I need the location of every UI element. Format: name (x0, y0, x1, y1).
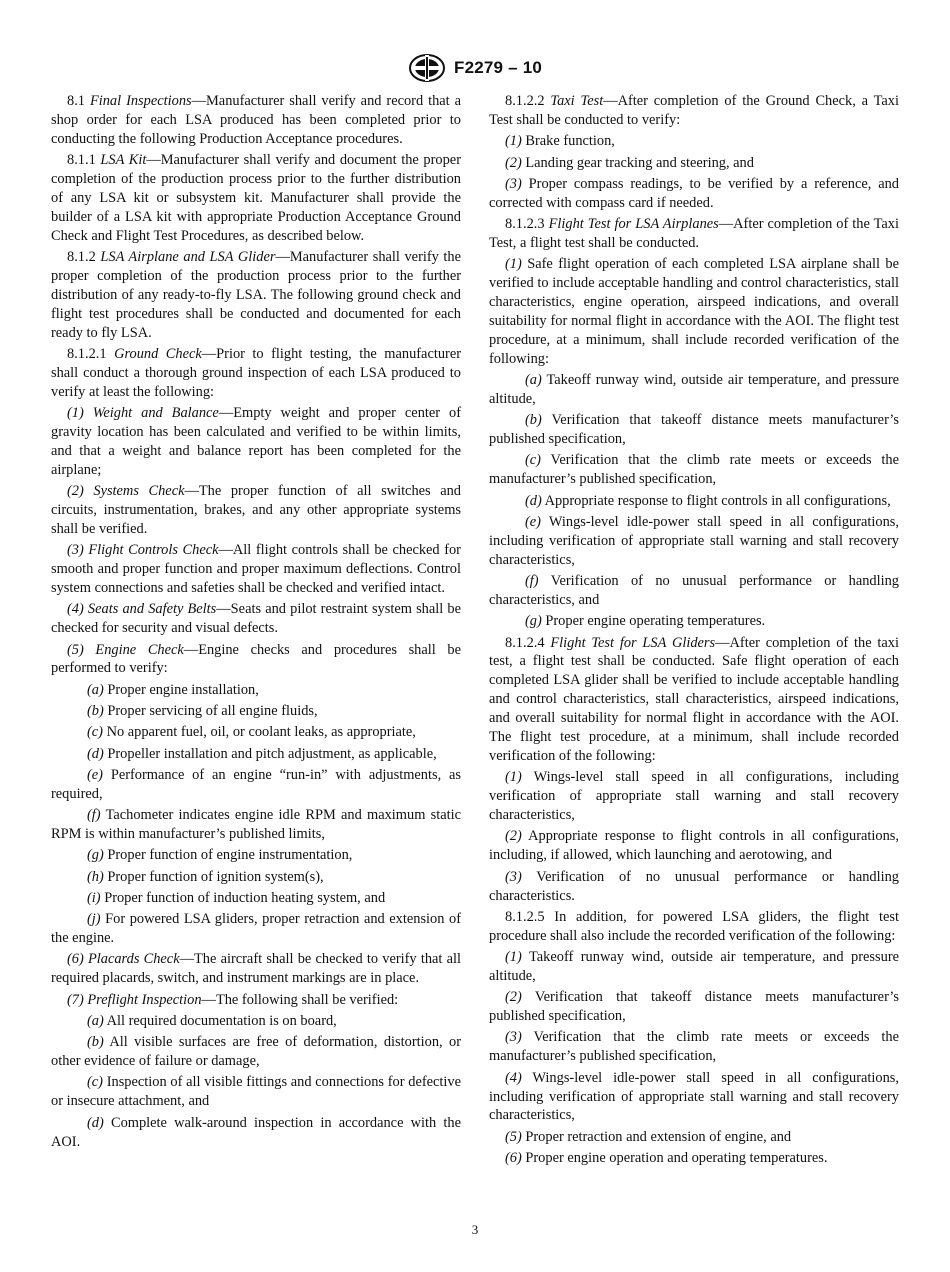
section-heading: (g) (525, 613, 542, 630)
paragraph-text: Verification that the climb rate meets or exceeds the manufacturer’s published specification, (489, 452, 899, 488)
section-heading: (1) (505, 133, 522, 150)
paragraph-text: Takeoff runway wind, outside air temperature, and pressure altitude, (489, 949, 899, 984)
section-heading: (b) (525, 412, 542, 429)
paragraph-text: Proper engine operation and operating temperatures. (521, 1150, 828, 1167)
paragraph (489, 768, 899, 825)
section-heading: (h) (87, 868, 104, 885)
paragraph-text: —Prior to flight testing, the manufacturer shall conduct a thorough ground inspection of each LSA produced to verify at least the following: (51, 345, 461, 400)
section-heading: (b) (87, 703, 104, 719)
section-heading: Final Inspections (89, 93, 192, 109)
paragraph (489, 1069, 899, 1126)
right-column (489, 92, 899, 1168)
paragraph (51, 1073, 461, 1111)
paragraph-text: Appropriate response to flight controls in all configurations, (541, 492, 891, 509)
section-number: 8.1.2.1 (67, 345, 107, 362)
paragraph (489, 1149, 899, 1168)
section-heading: (a) (87, 1012, 104, 1029)
paragraph (51, 404, 461, 480)
section-heading: Flight Test for LSA Airplanes (548, 216, 719, 232)
section-number: 8.1.1 (67, 152, 96, 169)
section-number: 8.1 (67, 93, 85, 109)
paragraph (51, 745, 461, 764)
paragraph-text: Proper engine operating temperatures. (541, 613, 766, 630)
paragraph (51, 1012, 461, 1031)
paragraph (51, 806, 461, 844)
paragraph (489, 215, 899, 253)
paragraph (489, 908, 899, 946)
paragraph-text: No apparent fuel, oil, or coolant leaks, as appropriate, (102, 724, 416, 741)
paragraph-text: Wings-level stall speed in all configurations, including verification of appropriate stall warning and stall recovery characteristics, (489, 769, 899, 824)
section-heading: (4) Seats and Safety Belts (67, 601, 217, 618)
section-heading: (a) (87, 681, 104, 698)
paragraph (51, 889, 461, 908)
paragraph-text: Inspection of all visible fittings and connections for defective or insecure attachment, and (51, 1074, 461, 1110)
paragraph (51, 1114, 461, 1152)
paragraph-text: Proper compass readings, to be verified by a reference, and corrected with compass card if needed. (489, 175, 899, 211)
paragraph-text: Proper function of induction heating system, and (100, 889, 386, 906)
paragraph-text: —The proper function of all switches and circuits, instrumentation, brakes, and any other appropriate systems shall be verified. (51, 483, 461, 537)
paragraph (51, 868, 461, 887)
paragraph-text: Takeoff runway wind, outside air temperature, and pressure altitude, (489, 372, 899, 407)
section-heading: (3) (505, 868, 522, 885)
section-heading: (b) (87, 1034, 104, 1051)
paragraph (51, 702, 461, 721)
paragraph-text: Propeller installation and pitch adjustment, as applicable, (103, 745, 437, 762)
paragraph (51, 1033, 461, 1071)
paragraph (489, 371, 899, 409)
paragraph (51, 846, 461, 865)
paragraph (489, 868, 899, 906)
paragraph-text: —Manufacturer shall verify and document the proper completion of the production process prior to the further distribution of any LSA kit or subsystem kit. Manufacturer shall provide the builder of a LSA kit with appropriate Production Acceptance Ground Check and Flight Test Procedures, as described below. (51, 152, 461, 244)
paragraph-text: Appropriate response to flight controls in all configurations, including, if allowed, which launching and aerotowing, and (489, 828, 899, 864)
paragraph (489, 572, 899, 610)
paragraph (489, 988, 899, 1026)
paragraph (489, 948, 899, 986)
section-heading: (5) Engine Check (67, 641, 184, 658)
designation-label: F2279 – 10 (453, 58, 542, 77)
paragraph-text: All required documentation is on board, (103, 1012, 337, 1029)
section-heading: (c) (87, 724, 103, 741)
left-column (51, 92, 461, 1151)
paragraph-text: Wings-level idle-power stall speed in all configurations, including verification of appropriate stall warning and stall recovery characteristics, (489, 513, 899, 568)
section-heading: (d) (87, 1114, 104, 1131)
paragraph (489, 132, 899, 151)
paragraph-text: Safe flight operation of each completed LSA airplane shall be verified to include acceptable handling and control characteristics, stall characteristics, engine operation, airspeed indications, and overall suitability for normal flight in accordance with the AOI. The flight test procedure, at a minimum, shall include recorded verification of the following: (489, 256, 899, 367)
paragraph-text: Verification that the climb rate meets or exceeds the manufacturer’s published specification, (489, 1029, 899, 1065)
paragraph-text: Verification that takeoff distance meets manufacturer’s published specification, (489, 989, 899, 1025)
section-heading: (6) Placards Check (67, 951, 180, 968)
section-number: 8.1.2.4 (505, 634, 545, 651)
section-heading: (2) Systems Check (67, 483, 185, 500)
section-heading: (2) (505, 154, 522, 171)
section-heading: (g) (87, 847, 104, 864)
paragraph (51, 541, 461, 598)
paragraph-text: Landing gear tracking and steering, and (521, 154, 754, 171)
paragraph-text: —After completion of the Taxi Test, a flight test shall be conducted. (489, 216, 899, 251)
paragraph-text: All visible surfaces are free of deformation, distortion, or other evidence of failure or damage, (51, 1034, 461, 1070)
section-number: 8.1.2 (67, 249, 96, 266)
paragraph-text: In addition, for powered LSA gliders, the flight test procedure shall also include the recorded verification of the following: (489, 908, 899, 944)
section-number: 8.1.2.3 (505, 216, 545, 232)
section-heading: (3) Flight Controls Check (67, 542, 219, 559)
paragraph (489, 154, 899, 173)
section-heading: Ground Check (114, 345, 202, 362)
paragraph (489, 1128, 899, 1147)
paragraph-text: —After completion of the Ground Check, a Taxi Test shall be conducted to verify: (489, 93, 899, 128)
paragraph (489, 513, 899, 570)
paragraph-text: Wings-level idle-power stall speed in all configurations, including verification of appropriate stall warning and stall recovery characteristics, (489, 1069, 899, 1124)
paragraph (51, 345, 461, 402)
section-heading: (1) (505, 256, 522, 273)
paragraph (51, 766, 461, 804)
paragraph (489, 451, 899, 489)
section-heading: (2) (505, 828, 522, 845)
paragraph-text: —Seats and pilot restraint system shall be checked for security and visual defects. (51, 601, 461, 637)
paragraph-text: Verification of no unusual performance or handling characteristics. (489, 868, 899, 904)
paragraph-text: Proper function of ignition system(s), (103, 868, 324, 885)
astm-logo-icon (408, 53, 446, 83)
paragraph (489, 92, 899, 130)
paragraph (51, 991, 461, 1010)
paragraph-text: —Engine checks and procedures shall be performed to verify: (51, 641, 461, 677)
paragraph (51, 248, 461, 343)
section-heading: (1) Weight and Balance (67, 405, 219, 422)
section-heading: (d) (525, 492, 542, 509)
section-heading: (a) (525, 372, 542, 389)
paragraph-text: —After completion of the taxi test, a flight test shall be conducted. Safe flight operation of each completed LSA glider shall be verified to include acceptable handling and control characteristics, stall characteristics, airspeed indications, and overall suitability for normal flight in accordance with the AOI. The flight test procedure, at a minimum, shall include recorded verification of the following: (489, 634, 899, 764)
page-header (0, 52, 950, 84)
section-heading: (5) (505, 1128, 522, 1145)
paragraph (489, 492, 899, 511)
paragraph-text: Proper engine installation, (103, 681, 259, 698)
paragraph-text: Performance of an engine “run-in” with adjustments, as required, (51, 766, 461, 802)
paragraph-text: Complete walk-around inspection in accordance with the AOI. (51, 1114, 461, 1150)
section-heading: (1) (505, 949, 522, 965)
paragraph-text: Brake function, (521, 133, 615, 150)
paragraph-text: —Manufacturer shall verify the proper completion of the production process prior to the further distribution of any ready-to-fly LSA. The following ground check and flight test procedures shall be conducted and documented for each ready to fly LSA. (51, 249, 462, 341)
section-heading: (i) (87, 889, 101, 906)
paragraph (489, 1028, 899, 1066)
paragraph (51, 151, 461, 246)
section-heading: Flight Test for LSA Gliders (550, 634, 716, 651)
paragraph (51, 910, 461, 948)
paragraph (489, 175, 899, 213)
section-heading: (e) (525, 513, 541, 530)
section-heading: (c) (87, 1074, 103, 1091)
section-heading: (6) (505, 1150, 522, 1167)
paragraph-text: Verification that takeoff distance meets manufacturer’s published specification, (489, 412, 899, 448)
section-number: 8.1.2.5 (505, 908, 545, 925)
paragraph (489, 255, 899, 368)
section-heading: LSA Airplane and LSA Glider (100, 249, 276, 266)
section-heading: (d) (87, 745, 104, 762)
section-heading: (3) (505, 1029, 522, 1046)
paragraph (51, 482, 461, 539)
paragraph (489, 612, 899, 631)
paragraph-text: —The following shall be verified: (201, 991, 399, 1008)
paragraph (489, 634, 899, 766)
paragraph (51, 641, 461, 679)
paragraph (51, 600, 461, 638)
paragraph-text: For powered LSA gliders, proper retraction and extension of the engine. (51, 911, 461, 947)
paragraph (51, 681, 461, 700)
paragraph-text: Proper retraction and extension of engine, and (521, 1128, 792, 1145)
section-heading: Taxi Test (550, 93, 604, 109)
section-heading: (2) (505, 989, 522, 1006)
paragraph-text: Proper function of engine instrumentation, (103, 847, 353, 864)
paragraph (51, 92, 461, 149)
section-heading: (f) (87, 807, 101, 824)
paragraph-text: —Manufacturer shall verify and record that a shop order for each LSA produced has been completed prior to conducting the following Production Acceptance procedures. (51, 93, 461, 147)
section-heading: (1) (505, 769, 522, 786)
section-heading: (7) Preflight Inspection (67, 991, 202, 1008)
paragraph-text: —Empty weight and proper center of gravity location has been calculated and verified to be within limits, and that a weight and balance report has been completed for the airplane; (51, 405, 462, 478)
paragraph (51, 723, 461, 742)
page-number: 3 (471, 1222, 479, 1237)
paragraph-text: —The aircraft shall be checked to verify that all required placards, switch, and instrument markings are in place. (51, 951, 461, 987)
paragraph-text: Proper servicing of all engine fluids, (103, 703, 318, 719)
section-heading: (c) (525, 452, 541, 469)
paragraph-text: —All flight controls shall be checked for smooth and proper function and proper maximum deflections. Control system connections and safeties shall be checked and verified intact. (51, 542, 461, 596)
section-heading: (4) (505, 1069, 522, 1086)
section-heading: LSA Kit (100, 152, 147, 169)
section-heading: (e) (87, 766, 103, 783)
section-heading: (j) (87, 911, 101, 928)
section-heading: (f) (525, 573, 539, 590)
paragraph (489, 411, 899, 449)
paragraph-text: Tachometer indicates engine idle RPM and maximum static RPM is within manufacturer’s published limits, (51, 807, 461, 842)
paragraph-text: Verification of no unusual performance or handling characteristics, and (489, 573, 899, 608)
paragraph (51, 950, 461, 988)
section-heading: (3) (505, 175, 522, 192)
section-number: 8.1.2.2 (505, 93, 545, 109)
paragraph (489, 827, 899, 865)
